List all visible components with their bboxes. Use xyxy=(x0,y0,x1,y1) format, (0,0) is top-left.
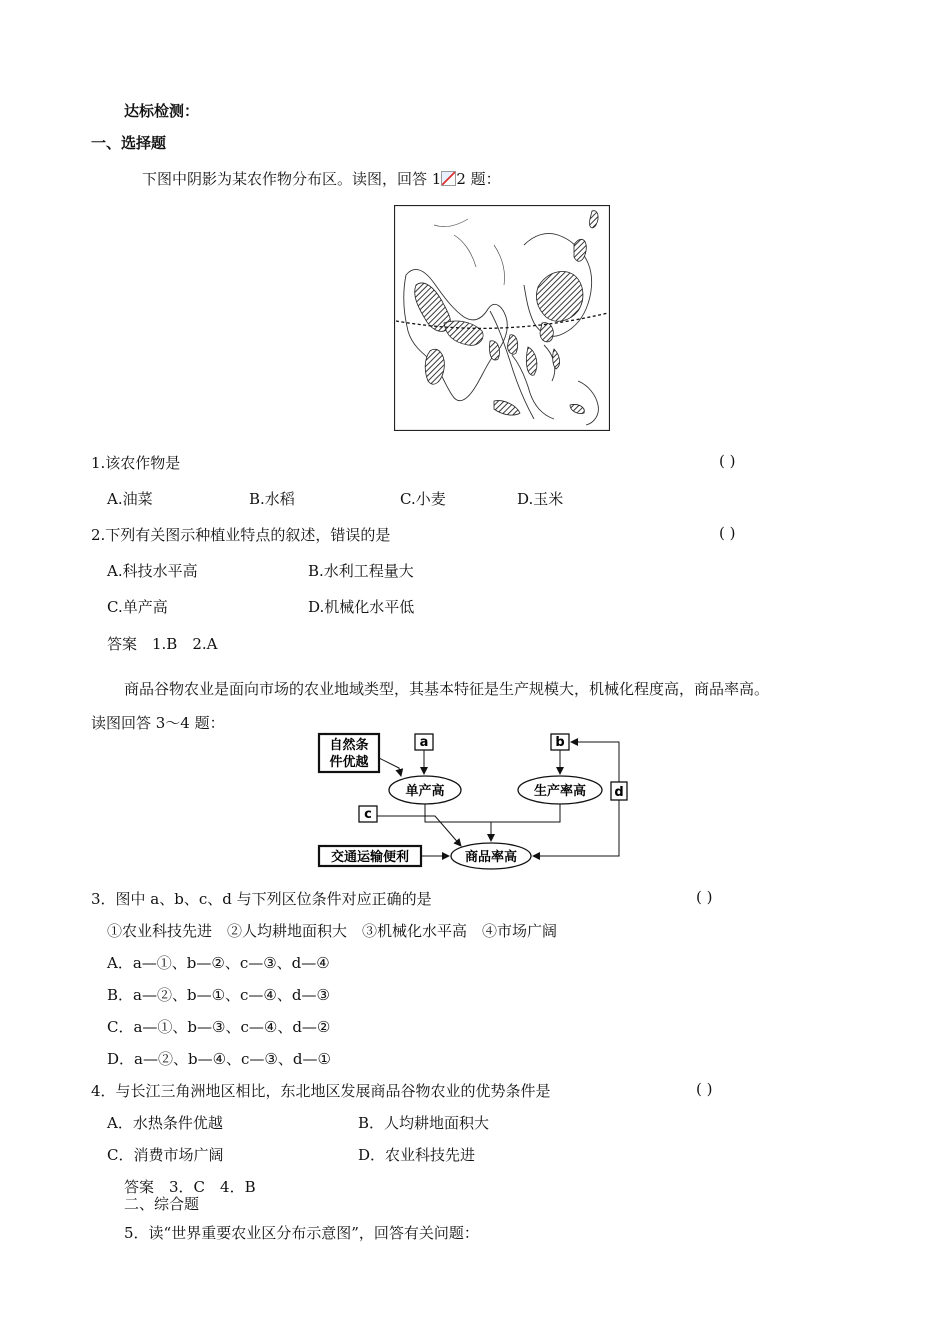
question-2-option-d: D.机械化水平低 xyxy=(308,598,415,616)
question-1-option-b: B.水稻 xyxy=(249,490,295,508)
question-2-stem: 2.下列有关图示种植业特点的叙述，错误的是 xyxy=(91,526,391,544)
answer-key-2: 答案 3．C 4．B xyxy=(124,1178,256,1196)
label-d: d xyxy=(614,785,624,800)
answer-key-1: 答案 1.B 2.A xyxy=(107,635,218,653)
productivity-label: 生产率高 xyxy=(533,784,587,799)
question-3-option-b: B．a—②、b—①、c—④、d—③ xyxy=(107,986,330,1004)
label-b: b xyxy=(555,735,565,750)
question-3-option-a: A．a—①、b—②、c—③、d—④ xyxy=(107,954,330,972)
question-4-option-a: A．水热条件优越 xyxy=(107,1114,223,1132)
question-2-answer-blank: ( ) xyxy=(719,524,736,542)
section-title-comprehensive: 二、综合题 xyxy=(124,1195,200,1213)
crop-distribution-map xyxy=(394,205,610,431)
question-4-answer-blank: ( ) xyxy=(696,1080,713,1098)
question-3-option-d: D．a—②、b—④、c—③、d—① xyxy=(107,1050,331,1068)
intro-text-2: 商品谷物农业是面向市场的农业地域类型，其基本特征是生产规模大，机械化程度高，商品率高。 xyxy=(124,680,770,698)
question-2-option-a: A.科技水平高 xyxy=(107,562,198,580)
commodity-grain-diagram xyxy=(315,730,635,870)
question-3-stem: 3．图中 a、b、c、d 与下列区位条件对应正确的是 xyxy=(91,890,432,908)
question-1-option-d: D.玉米 xyxy=(517,490,564,508)
question-2-option-b: B.水利工程量大 xyxy=(308,562,414,580)
commodity-label: 商品率高 xyxy=(464,850,518,865)
question-3-option-c: C．a—①、b—③、c—④、d—② xyxy=(107,1018,331,1036)
question-3-answer-blank: ( ) xyxy=(696,888,713,906)
question-5-stem: 5．读“世界重要农业区分布示意图”，回答有关问题： xyxy=(124,1224,479,1242)
question-1-option-a: A.油菜 xyxy=(107,490,153,508)
intro-text-1a: 下图中阴影为某农作物分布区。读图，回答 1 xyxy=(142,170,442,188)
label-c: c xyxy=(364,807,372,822)
intro-text-1 xyxy=(142,168,501,189)
question-3-conditions: ①农业科技先进 ②人均耕地面积大 ③机械化水平高 ④市场广阔 xyxy=(107,922,558,940)
question-4-option-b: B．人均耕地面积大 xyxy=(358,1114,490,1132)
intro-text-2-cont: 读图回答 3～4 题： xyxy=(91,714,225,732)
question-1-option-c: C.小麦 xyxy=(400,490,446,508)
question-1-stem: 1.该农作物是 xyxy=(91,454,181,472)
question-4-option-d: D．农业科技先进 xyxy=(358,1146,476,1164)
question-4-stem: 4．与长江三角洲地区相比，东北地区发展商品谷物农业的优势条件是 xyxy=(91,1082,551,1100)
label-a: a xyxy=(419,735,429,750)
intro-text-1b: 2 题： xyxy=(456,170,501,188)
natural-conditions-line1: 自然条 xyxy=(329,738,369,753)
heading: 达标检测： xyxy=(124,102,200,120)
question-4-option-c: C．消费市场广阔 xyxy=(107,1146,224,1164)
section-title-choice: 一、选择题 xyxy=(91,134,167,152)
broken-image-icon xyxy=(441,171,456,186)
question-2-option-c: C.单产高 xyxy=(107,598,168,616)
natural-conditions-line2: 件优越 xyxy=(329,755,369,770)
transport-label: 交通运输便利 xyxy=(330,850,410,865)
yield-label: 单产高 xyxy=(405,784,445,799)
question-1-answer-blank: ( ) xyxy=(719,452,736,470)
